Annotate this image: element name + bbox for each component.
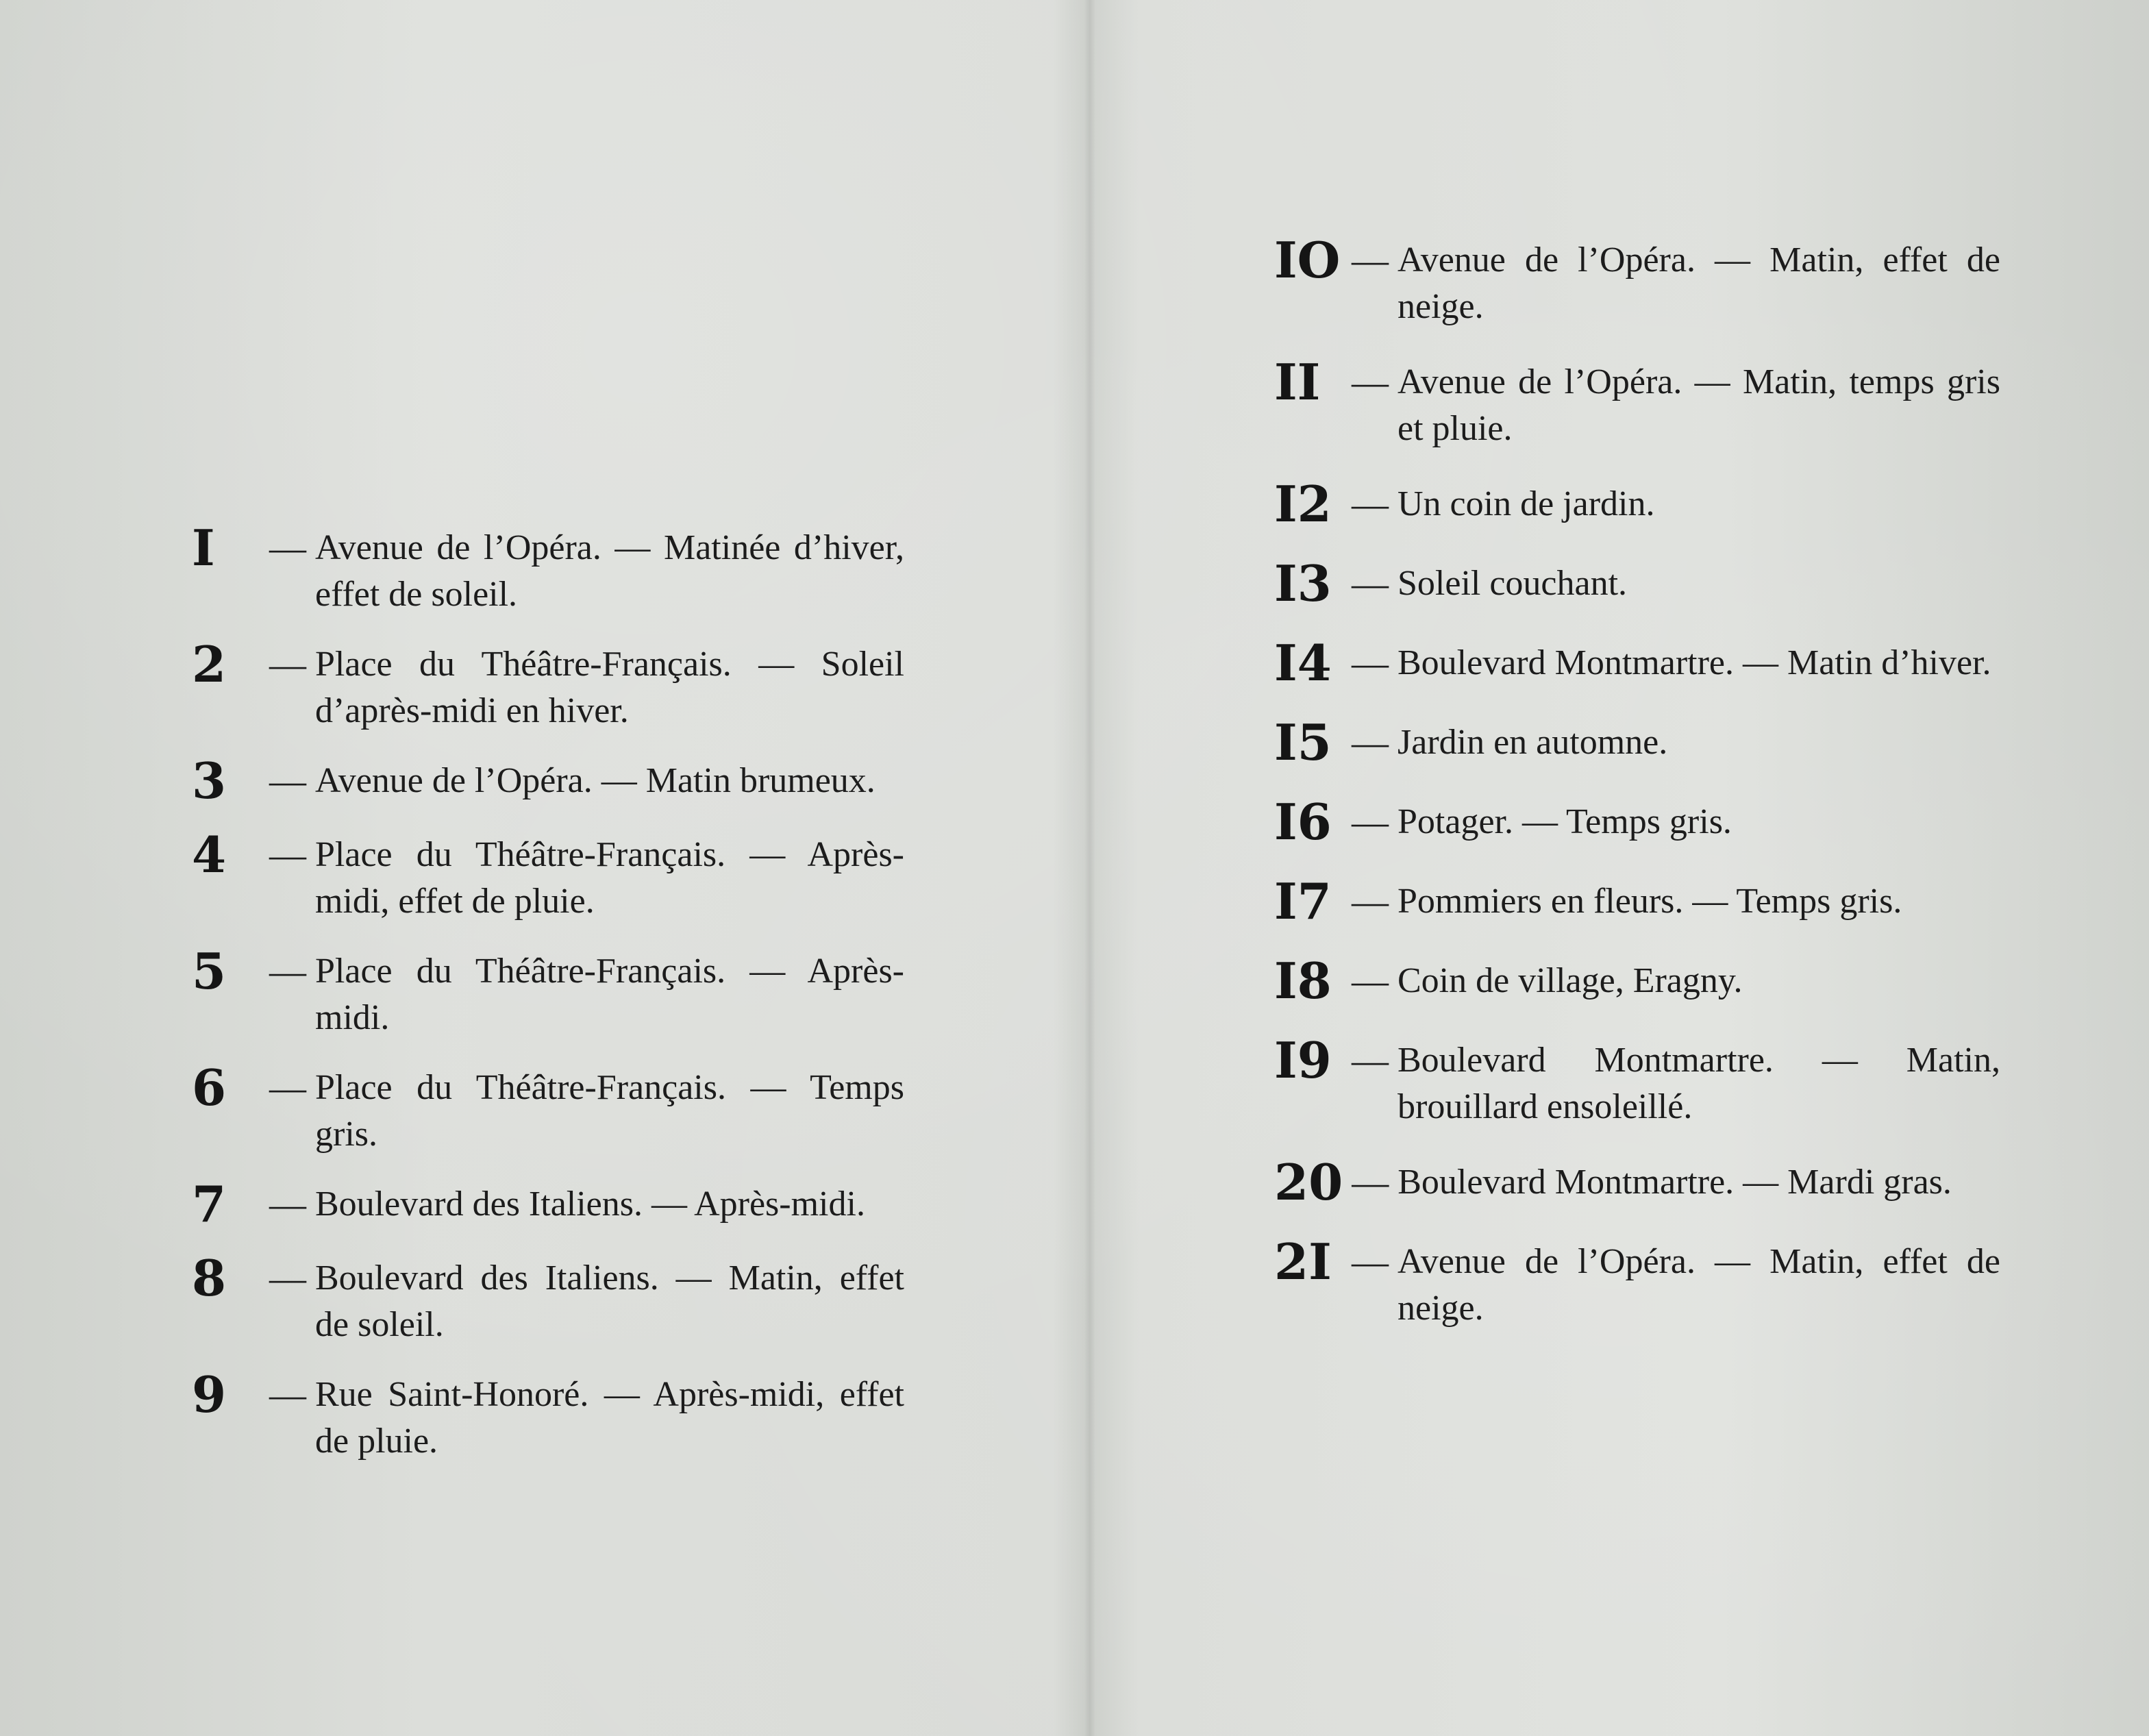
entry-number: 9 xyxy=(192,1365,227,1424)
catalogue-entry xyxy=(192,944,904,1041)
entry-dash: — xyxy=(269,951,306,992)
catalogue-entry xyxy=(1274,556,2000,611)
right-column xyxy=(1274,233,2000,1356)
catalogue-entry xyxy=(192,1367,904,1465)
entry-dash: — xyxy=(269,760,306,802)
entry-number: II xyxy=(1274,353,1321,411)
entry-dash: — xyxy=(1352,1040,1389,1081)
entry-number: 5 xyxy=(192,942,227,1000)
entry-title: Boulevard des Italiens. — Matin, effet de soleil. xyxy=(315,1258,904,1344)
entry-dash: — xyxy=(1352,563,1389,604)
catalogue-entry xyxy=(192,754,904,808)
entry-number: 2 xyxy=(192,635,227,693)
entry-title: Boulevard des Italiens. — Après-midi. xyxy=(315,1185,865,1224)
entry-number: 4 xyxy=(192,826,227,884)
entry-title: Avenue de l’Opéra. — Matinée d’hiver, effet de soleil. xyxy=(315,528,904,614)
entry-title: Place du Théâtre-Français. — Après-midi, effet de pluie. xyxy=(315,835,904,921)
entry-dash: — xyxy=(269,1067,306,1108)
entry-title: Avenue de l’Opéra. — Matin, effet de neige. xyxy=(1398,240,2000,326)
entry-title: Avenue de l’Opéra. — Matin, temps gris et pluie. xyxy=(1398,362,2000,448)
entry-dash: — xyxy=(1352,722,1389,763)
entry-dash: — xyxy=(269,1184,306,1225)
entry-number: 8 xyxy=(192,1249,227,1307)
entry-dash: — xyxy=(269,1374,306,1415)
entry-number: I5 xyxy=(1274,713,1332,771)
entry-title: Avenue de l’Opéra. — Matin brumeux. xyxy=(315,761,875,800)
entry-title: Potager. — Temps gris. xyxy=(1398,802,1732,841)
entry-dash: — xyxy=(269,834,306,876)
entry-number: I7 xyxy=(1274,872,1332,930)
catalogue-entry xyxy=(1274,233,2000,330)
entry-number: I9 xyxy=(1274,1031,1332,1089)
left-column xyxy=(192,521,904,1484)
entry-title: Boulevard Montmartre. — Matin, brouillard ensoleillé. xyxy=(1398,1041,2000,1126)
entry-title: Pommiers en fleurs. — Temps gris. xyxy=(1398,882,1902,921)
entry-number: IO xyxy=(1274,231,1341,289)
catalogue-entry xyxy=(192,828,904,925)
entry-number: I2 xyxy=(1274,475,1332,533)
entry-title: Avenue de l’Opéra. — Matin, effet de neige. xyxy=(1398,1242,2000,1328)
entry-number: I xyxy=(192,519,215,577)
entry-dash: — xyxy=(1352,1162,1389,1203)
entry-number: 6 xyxy=(192,1058,227,1117)
entry-number: I8 xyxy=(1274,952,1332,1010)
entry-number: I6 xyxy=(1274,793,1332,851)
catalogue-entry xyxy=(1274,874,2000,929)
catalogue-entry xyxy=(1274,795,2000,850)
catalogue-entry xyxy=(1274,477,2000,532)
entry-dash: — xyxy=(269,644,306,685)
entry-number: 3 xyxy=(192,752,227,810)
entry-number: 2I xyxy=(1274,1232,1332,1291)
entry-number: 20 xyxy=(1274,1153,1343,1211)
entry-title: Coin de village, Eragny. xyxy=(1398,961,1743,1000)
catalogue-entry xyxy=(1274,954,2000,1008)
entry-title: Un coin de jardin. xyxy=(1398,484,1655,523)
entry-number: 7 xyxy=(192,1175,227,1233)
entry-dash: — xyxy=(1352,1241,1389,1282)
entry-title: Rue Saint-Honoré. — Après-midi, effet de pluie. xyxy=(315,1375,904,1461)
entry-title: Place du Théâtre-Français. — Soleil d’après-midi en hiver. xyxy=(315,645,904,730)
entry-title: Place du Théâtre-Français. — Temps gris. xyxy=(315,1068,904,1154)
entry-number: I4 xyxy=(1274,634,1332,692)
catalogue-entry xyxy=(1274,1033,2000,1130)
entry-title: Jardin en automne. xyxy=(1398,723,1668,762)
catalogue-entry xyxy=(1274,1232,2000,1332)
catalogue-entry xyxy=(1274,355,2000,452)
entry-dash: — xyxy=(1352,881,1389,922)
entry-dash: — xyxy=(1352,960,1389,1002)
entry-dash: — xyxy=(1352,240,1389,281)
entry-title: Soleil couchant. xyxy=(1398,564,1628,603)
catalogue-entry xyxy=(1274,636,2000,691)
entry-dash: — xyxy=(1352,643,1389,684)
entry-dash: — xyxy=(269,1258,306,1299)
center-fold xyxy=(1084,0,1095,1736)
entry-title: Boulevard Montmartre. — Matin d’hiver. xyxy=(1398,643,1991,682)
entry-dash: — xyxy=(1352,362,1389,403)
catalogue-entry xyxy=(192,1177,904,1232)
entry-number: I3 xyxy=(1274,554,1332,612)
entry-dash: — xyxy=(1352,484,1389,525)
catalogue-entry xyxy=(192,1058,904,1158)
catalogue-entry xyxy=(192,521,904,618)
entry-title: Place du Théâtre-Français. — Après-midi. xyxy=(315,952,904,1037)
catalogue-entry xyxy=(1274,715,2000,770)
entry-dash: — xyxy=(1352,802,1389,843)
catalogue-entry xyxy=(1274,1155,2000,1210)
entry-dash: — xyxy=(269,528,306,569)
entry-title: Boulevard Montmartre. — Mardi gras. xyxy=(1398,1163,1952,1202)
catalogue-entry xyxy=(192,1251,904,1348)
catalogue-entry xyxy=(192,637,904,734)
